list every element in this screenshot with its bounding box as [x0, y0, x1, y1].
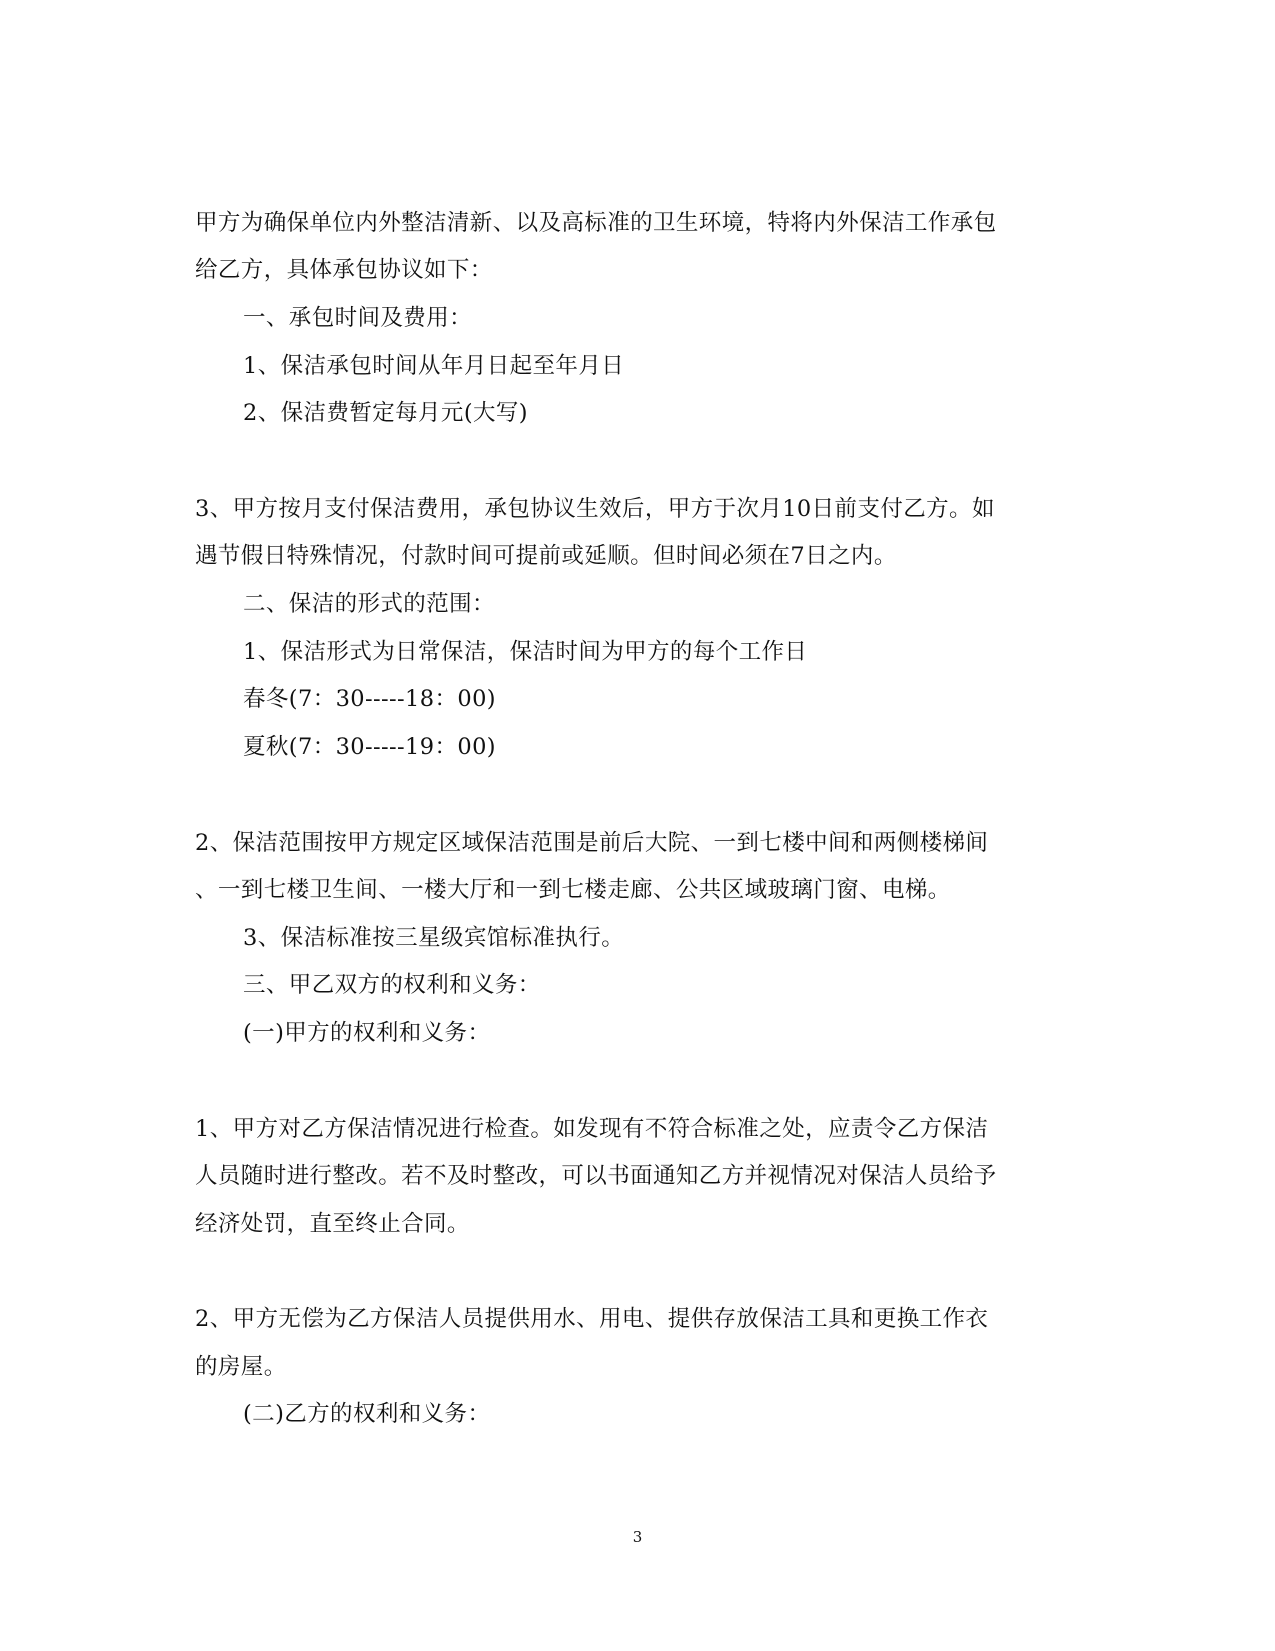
paragraph-line: 3、保洁标准按三星级宾馆标准执行。: [243, 925, 625, 951]
subsection-heading: (一)甲方的权利和义务：: [243, 1020, 491, 1046]
paragraph-line: 2、保洁费暂定每月元(大写): [243, 400, 528, 426]
paragraph-line: 人员随时进行整改。若不及时整改，可以书面通知乙方并视情况对保洁人员给予: [195, 1163, 997, 1189]
section-heading: 三、甲乙双方的权利和义务：: [243, 972, 541, 998]
paragraph-line: 经济处罚，直至终止合同。: [195, 1211, 470, 1237]
section-heading: 一、承包时间及费用：: [243, 305, 473, 331]
schedule-line: 夏秋(7：30-----19：00): [243, 734, 496, 760]
page-number: 3: [632, 1528, 643, 1546]
paragraph-line: 3、甲方按月支付保洁费用，承包协议生效后，甲方于次月10日前支付乙方。如: [195, 496, 995, 522]
paragraph-line: 遇节假日特殊情况，付款时间可提前或延顺。但时间必须在7日之内。: [195, 543, 897, 569]
section-heading: 二、保洁的形式的范围：: [243, 591, 495, 617]
schedule-line: 春冬(7：30-----18：00): [243, 686, 496, 712]
paragraph-line: 的房屋。: [195, 1354, 287, 1380]
paragraph-line: 1、保洁形式为日常保洁，保洁时间为甲方的每个工作日: [243, 639, 808, 665]
paragraph-line: 1、保洁承包时间从年月日起至年月日: [243, 353, 625, 379]
paragraph-line: 2、甲方无偿为乙方保洁人员提供用水、用电、提供存放保洁工具和更换工作衣: [195, 1306, 989, 1332]
paragraph-line: 给乙方，具体承包协议如下：: [195, 257, 493, 283]
subsection-heading: (二)乙方的权利和义务：: [243, 1401, 491, 1427]
paragraph-line: 甲方为确保单位内外整洁清新、以及高标准的卫生环境，特将内外保洁工作承包: [195, 210, 997, 236]
paragraph-line: 、一到七楼卫生间、一楼大厅和一到七楼走廊、公共区域玻璃门窗、电梯。: [195, 877, 951, 903]
paragraph-line: 1、甲方对乙方保洁情况进行检查。如发现有不符合标准之处，应责令乙方保洁: [195, 1116, 989, 1142]
paragraph-line: 2、保洁范围按甲方规定区域保洁范围是前后大院、一到七楼中间和两侧楼梯间: [195, 830, 989, 856]
